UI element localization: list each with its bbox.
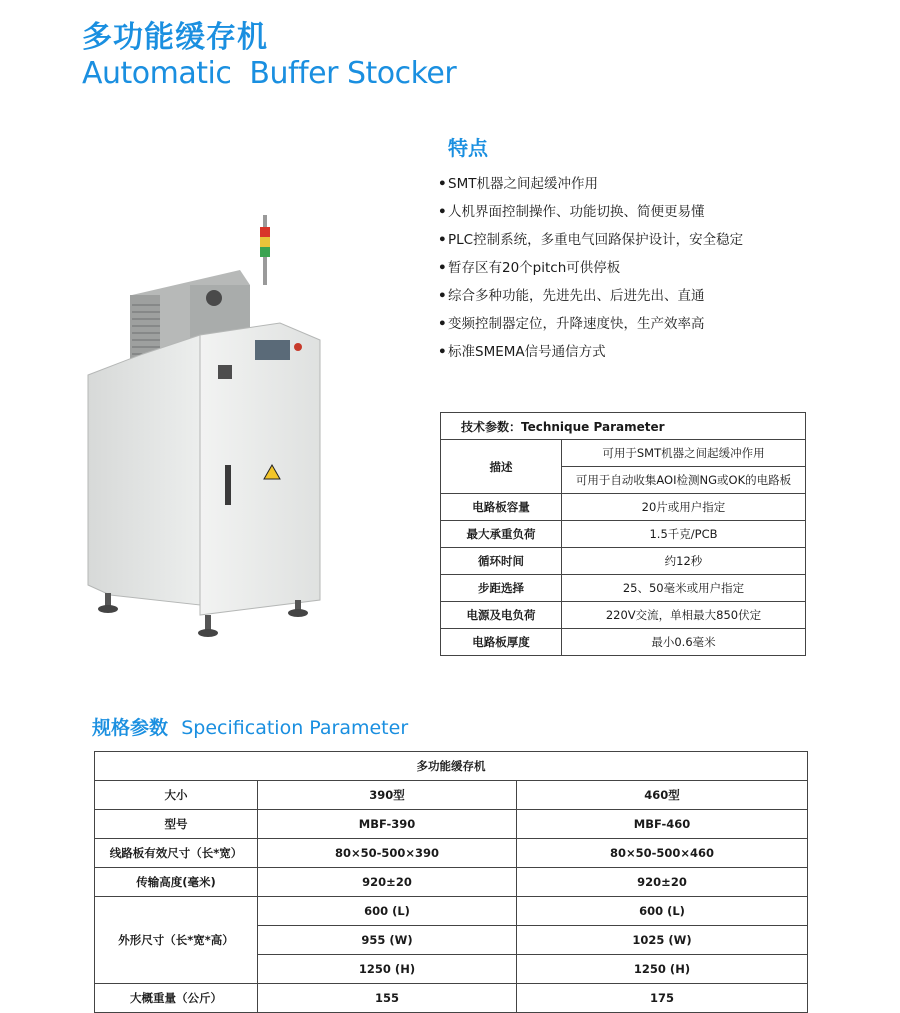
spec-value-390: 600 (L) (258, 897, 517, 926)
tech-value: 20片或用户指定 (562, 494, 806, 521)
tech-value: 最小0.6毫米 (562, 629, 806, 656)
title-english: Automatic Buffer Stocker (82, 56, 457, 91)
spec-value-460: 600 (L) (517, 897, 808, 926)
feature-item: •综合多种功能，先进先出、后进先出、直通 (438, 288, 705, 304)
tech-label: 循环时间 (441, 548, 562, 575)
feature-item: •变频控制器定位，升降速度快，生产效率高 (438, 316, 705, 332)
spec-table-title: 多功能缓存机 (95, 752, 808, 781)
spec-value-460: 1025 (W) (517, 926, 808, 955)
spec-value-460: 460型 (517, 781, 808, 810)
tech-value: 1.5千克/PCB (562, 521, 806, 548)
spec-value-390: 1250 (H) (258, 955, 517, 984)
spec-value-460: 1250 (H) (517, 955, 808, 984)
spec-value-390: 955 (W) (258, 926, 517, 955)
tech-label: 最大承重负荷 (441, 521, 562, 548)
spec-label: 大小 (95, 781, 258, 810)
features-heading: 特点 (448, 136, 488, 160)
spec-heading (92, 713, 408, 740)
tech-value: 约12秒 (562, 548, 806, 575)
technique-parameter-table (440, 412, 806, 656)
spec-value-390: 920±20 (258, 868, 517, 897)
spec-label: 传输高度(毫米) (95, 868, 258, 897)
tech-label: 描述 (441, 440, 562, 494)
feature-item: •人机界面控制操作、功能切换、简便更易懂 (438, 204, 705, 220)
tech-label: 电源及电负荷 (441, 602, 562, 629)
tech-table-header: 技术参数：Technique Parameter (441, 413, 806, 440)
spec-value-460: 80×50-500×460 (517, 839, 808, 868)
spec-value-390: MBF-390 (258, 810, 517, 839)
tech-value: 220V交流，单相最大850伏定 (562, 602, 806, 629)
spec-label: 型号 (95, 810, 258, 839)
tech-label: 电路板容量 (441, 494, 562, 521)
spec-label: 线路板有效尺寸（长*宽） (95, 839, 258, 868)
feature-item: •标准SMEMA信号通信方式 (438, 344, 606, 360)
tech-label: 电路板厚度 (441, 629, 562, 656)
specification-parameter-table (94, 751, 808, 1013)
spec-value-390: 390型 (258, 781, 517, 810)
spec-value-460: MBF-460 (517, 810, 808, 839)
feature-list (438, 174, 743, 370)
title-chinese: 多功能缓存机 (82, 20, 268, 55)
spec-heading-cn: 规格参数 (92, 717, 169, 739)
spec-value-460: 920±20 (517, 868, 808, 897)
tech-value: 可用于自动收集AOI检测NG或OK的电路板 (562, 467, 806, 494)
buffer-stocker-machine-image (80, 215, 330, 645)
spec-value-390: 80×50-500×390 (258, 839, 517, 868)
tech-value: 25、50毫米或用户指定 (562, 575, 806, 602)
spec-value-460: 175 (517, 984, 808, 1013)
tech-value: 可用于SMT机器之间起缓冲作用 (562, 440, 806, 467)
spec-label: 外形尺寸（长*宽*高） (95, 897, 258, 984)
feature-item: •暂存区有20个pitch可供停板 (438, 260, 621, 276)
feature-item: •PLC控制系统，多重电气回路保护设计，安全稳定 (438, 232, 744, 248)
feature-item: •SMT机器之间起缓冲作用 (438, 176, 598, 192)
spec-heading-en: Specification Parameter (181, 717, 409, 739)
spec-label: 大概重量（公斤） (95, 984, 258, 1013)
spec-value-390: 155 (258, 984, 517, 1013)
tech-label: 步距选择 (441, 575, 562, 602)
